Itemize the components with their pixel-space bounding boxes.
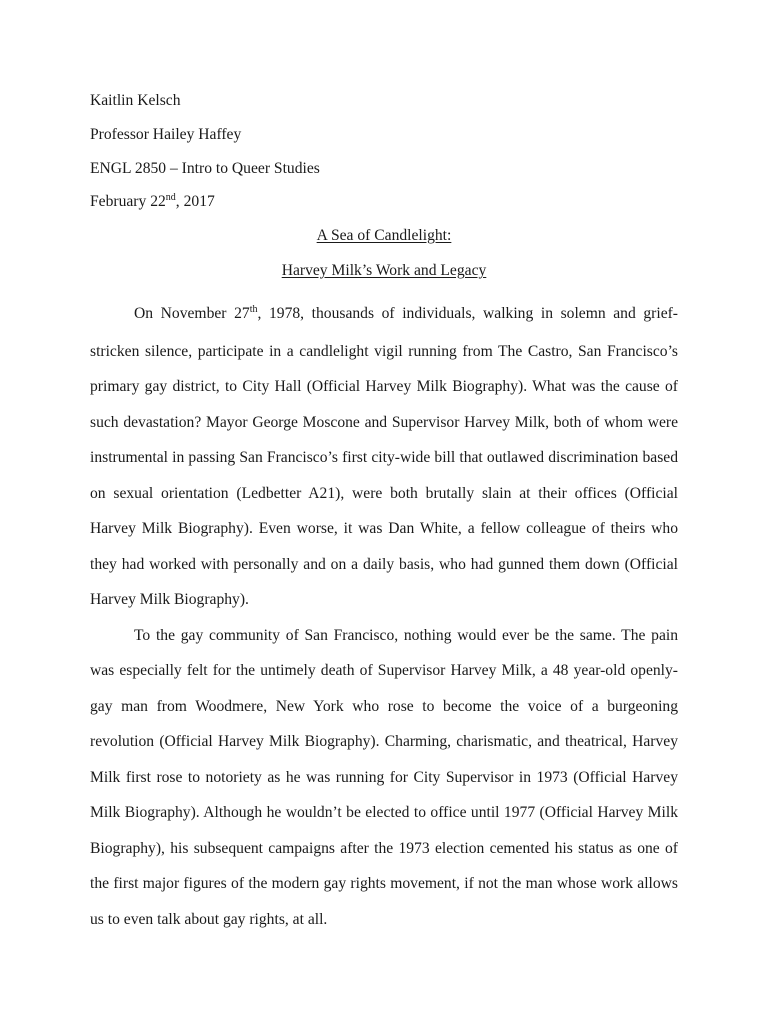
paragraph-1-rest: , 1978, thousands of individuals, walking in solemn and grief-stricken silence, participate in a candlelight vigil running from The Castro, San Francisco’s primary gay district, to City Hall (Official Harvey Milk Biography). What was the cause of such devastation? Mayor George Moscone and Supervisor Harvey Milk, both of whom were instrumental in passing San Francisco’s first city-wide bill that outlawed discrimination based on sexual orientation (Ledbetter A21), were both brutally slain at their offices (Official Harvey Milk Biography). Even worse, it was Dan White, a fellow colleague of theirs who they had worked with personally and on a daily basis, who had gunned them down (Official Harvey Milk Biography).	[90, 305, 679, 608]
date-prefix: February 22	[90, 193, 166, 210]
paragraph-1	[90, 296, 678, 618]
author-name: Kaitlin Kelsch	[90, 92, 181, 109]
date-suffix: , 2017	[175, 193, 215, 210]
course-name: ENGL 2850 – Intro to Queer Studies	[90, 160, 320, 177]
essay-body	[90, 296, 678, 937]
paragraph-1-start: On November 27	[134, 305, 250, 322]
paragraph-1-superscript: th	[249, 304, 258, 315]
date-line	[90, 193, 215, 213]
date-superscript: nd	[165, 192, 176, 203]
essay-title: A Sea of Candlelight:	[316, 227, 452, 244]
essay-subtitle: Harvey Milk’s Work and Legacy	[281, 262, 487, 279]
paragraph-2: To the gay community of San Francisco, nothing would ever be the same. The pain was especially felt for the untimely death of Supervisor Harvey Milk, a 48 year-old openly-gay man from Woodmere, New York who rose to become the voice of a burgeoning revolution (Official Harvey Milk Biography). Charming, charismatic, and theatrical, Harvey Milk first rose to notoriety as he was running for City Supervisor in 1973 (Official Harvey Milk Biography). Although he wouldn’t be elected to office until 1977 (Official Harvey Milk Biography), his subsequent campaigns after the 1973 election cemented his status as one of the first major figures of the modern gay rights movement, if not the man whose work allows us to even talk about gay rights, at all.	[90, 626, 678, 928]
professor-name: Professor Hailey Haffey	[90, 126, 242, 143]
